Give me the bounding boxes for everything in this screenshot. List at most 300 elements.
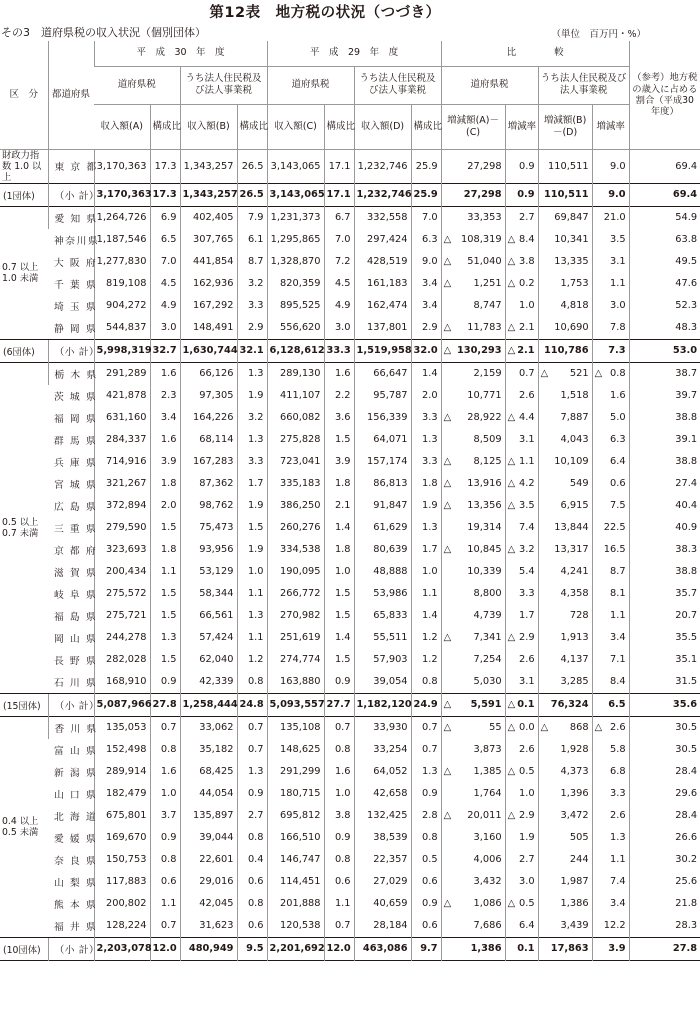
subtotal-cell: 3,143,065 <box>267 183 324 206</box>
table-cell: 55,511 <box>354 627 411 649</box>
subtotal-cell: 12.0 <box>150 937 180 960</box>
table-cell <box>592 716 629 739</box>
table-cell: 1.0 <box>237 561 267 583</box>
cell-value: 8.4 <box>518 234 535 246</box>
table-cell: 1.6 <box>150 429 180 451</box>
table-cell: 33,353 <box>441 206 505 229</box>
table-cell: 9.0 <box>411 251 441 273</box>
table-cell: 114,451 <box>267 871 324 893</box>
cell-value: 3.5 <box>518 500 535 512</box>
subtotal-cell: 1,630,744 <box>180 339 237 362</box>
table-cell: 97,305 <box>180 385 237 407</box>
table-cell: 270,982 <box>267 605 324 627</box>
table-row <box>0 871 700 893</box>
table-cell: 58,344 <box>180 583 237 605</box>
header-h29: 平 成 29 年 度 <box>267 41 441 66</box>
table-cell: 4,043 <box>538 429 592 451</box>
table-row <box>0 716 700 739</box>
table-cell: 4,818 <box>538 295 592 317</box>
table-cell: 274,774 <box>267 649 324 671</box>
table-cell: 3,170,363 <box>94 149 150 183</box>
table-cell: 8,800 <box>441 583 505 605</box>
prefecture-name: 岐 阜 県 <box>54 589 98 601</box>
header-share: 構成比 <box>411 104 441 149</box>
table-cell <box>441 229 505 251</box>
table-cell: 35,182 <box>180 739 237 761</box>
table-cell: 29.6 <box>629 783 700 805</box>
table-cell: 386,250 <box>267 495 324 517</box>
table-cell: 289,130 <box>267 362 324 385</box>
cell-value: 2.9 <box>518 810 535 822</box>
table-cell: 3.3 <box>505 583 538 605</box>
table-cell: 2.7 <box>505 849 538 871</box>
table-row <box>0 649 700 671</box>
table-cell: 19,314 <box>441 517 505 539</box>
table-cell: 6.8 <box>592 761 629 783</box>
table-cell: 2.2 <box>324 385 354 407</box>
table-cell: 1.3 <box>237 761 267 783</box>
table-cell: 2.7 <box>237 805 267 827</box>
subtotal-cell: 463,086 <box>354 937 411 960</box>
table-cell: 1.8 <box>411 473 441 495</box>
prefecture-name: 石 川 県 <box>54 677 98 689</box>
table-cell: 260,276 <box>267 517 324 539</box>
subtotal-cell: 33.3 <box>324 339 354 362</box>
table-cell: 49.5 <box>629 251 700 273</box>
table-cell: 0.9 <box>150 827 180 849</box>
negative-mark: △ <box>507 766 516 778</box>
table-cell <box>505 407 538 429</box>
table-cell: 7,686 <box>441 915 505 938</box>
cell-value: 2.1 <box>518 322 535 334</box>
table-cell: 284,337 <box>94 429 150 451</box>
negative-mark: △ <box>507 256 516 268</box>
table-cell: 0.7 <box>505 362 538 385</box>
table-cell: 2.8 <box>411 805 441 827</box>
subtotal-cell <box>441 693 505 716</box>
table-cell: 20.7 <box>629 605 700 627</box>
table-cell: 3.8 <box>324 805 354 827</box>
table-row <box>0 149 700 183</box>
table-cell: 8.4 <box>592 671 629 694</box>
table-cell: 3,160 <box>441 827 505 849</box>
subtotal-cell <box>441 339 505 362</box>
table-cell: 1.7 <box>505 605 538 627</box>
table-cell: 148,625 <box>267 739 324 761</box>
subtotal-cell: 5,087,966 <box>94 693 150 716</box>
table-cell: 8,747 <box>441 295 505 317</box>
table-cell <box>441 473 505 495</box>
group-label: 財政力指数 1.0 以上 <box>0 149 48 183</box>
table-cell: 35.1 <box>629 649 700 671</box>
group-label: 0.7 以上 1.0 未満 <box>0 206 48 339</box>
table-cell: 0.7 <box>324 915 354 938</box>
table-cell: 895,525 <box>267 295 324 317</box>
table-cell: 3.2 <box>237 273 267 295</box>
table-cell: 428,519 <box>354 251 411 273</box>
table-cell: 0.4 <box>237 849 267 871</box>
table-cell: 3.9 <box>150 451 180 473</box>
table-cell: 10,771 <box>441 385 505 407</box>
prefecture-name: 新 潟 県 <box>54 767 98 779</box>
table-cell: 68,114 <box>180 429 237 451</box>
table-cell: 1,386 <box>538 893 592 915</box>
table-cell: 1,764 <box>441 783 505 805</box>
table-cell: 1.1 <box>592 273 629 295</box>
table-cell: 3.4 <box>592 893 629 915</box>
table-cell: 25.6 <box>629 871 700 893</box>
table-cell: 3.7 <box>150 805 180 827</box>
cell-value: 1,086 <box>473 898 502 910</box>
table-cell <box>505 539 538 561</box>
header-comparison: 比 較 <box>441 41 629 66</box>
table-cell: 4,006 <box>441 849 505 871</box>
table-cell <box>441 539 505 561</box>
table-cell: 1.5 <box>324 605 354 627</box>
prefecture-name: 群 馬 県 <box>54 435 98 447</box>
table-cell: 1.2 <box>411 649 441 671</box>
prefecture-name: 香 川 県 <box>48 716 94 739</box>
table-cell: 28.3 <box>629 915 700 938</box>
table-cell: 1.3 <box>237 605 267 627</box>
cell-value: 1,385 <box>473 766 502 778</box>
table-cell: 3.3 <box>411 407 441 429</box>
table-cell: 1.9 <box>411 495 441 517</box>
table-cell: 33,930 <box>354 716 411 739</box>
table-cell: 7.5 <box>592 495 629 517</box>
negative-mark: △ <box>443 699 452 711</box>
table-cell: 2.6 <box>505 385 538 407</box>
table-cell: 1.0 <box>324 561 354 583</box>
negative-mark: △ <box>443 412 452 424</box>
negative-mark: △ <box>443 278 452 290</box>
table-cell: 1,913 <box>538 627 592 649</box>
table-row <box>0 915 700 938</box>
cell-value: 7,341 <box>473 632 502 644</box>
negative-mark: △ <box>507 699 516 711</box>
subtotal-cell: 69.4 <box>629 183 700 206</box>
table-cell <box>441 251 505 273</box>
table-cell <box>505 229 538 251</box>
table-cell: 31,623 <box>180 915 237 938</box>
table-cell: 1.3 <box>592 827 629 849</box>
table-cell: 1.0 <box>150 783 180 805</box>
table-cell: 1.1 <box>592 849 629 871</box>
table-cell: 1.9 <box>237 495 267 517</box>
subtotal-cell: 35.6 <box>629 693 700 716</box>
table-cell: 38.8 <box>629 407 700 429</box>
table-cell: 135,108 <box>267 716 324 739</box>
table-cell: 1.3 <box>237 429 267 451</box>
table-row <box>0 539 700 561</box>
table-cell <box>441 273 505 295</box>
table-cell: 27,029 <box>354 871 411 893</box>
subtotal-label: （小 計） <box>48 339 94 362</box>
table-row <box>0 561 700 583</box>
cell-value: 51,040 <box>467 256 502 268</box>
table-cell: 1.5 <box>324 583 354 605</box>
table-cell <box>538 716 592 739</box>
table-cell: 201,888 <box>267 893 324 915</box>
subtotal-cell: 1,343,257 <box>180 183 237 206</box>
table-cell: 3.0 <box>505 871 538 893</box>
group-count: (1団体) <box>0 183 48 206</box>
table-cell: 33,254 <box>354 739 411 761</box>
table-cell: 9.0 <box>592 149 629 183</box>
prefecture-name: 京 都 府 <box>54 545 98 557</box>
table-cell: 505 <box>538 827 592 849</box>
table-cell: 0.6 <box>324 871 354 893</box>
header-reference: （参考）地方税の歳入に占める割合（平成30年度） <box>629 41 700 149</box>
prefecture-name: 福 井 県 <box>54 921 98 933</box>
table-cell: 244,278 <box>94 627 150 649</box>
prefecture-name: 神奈川県 <box>54 235 100 247</box>
table-cell: 28.4 <box>629 761 700 783</box>
subtotal-row <box>0 937 700 960</box>
subtotal-cell: 6.5 <box>592 693 629 716</box>
negative-mark: △ <box>507 500 516 512</box>
header-revenue-d: 収入額(D) <box>354 104 411 149</box>
table-cell: 3.0 <box>150 317 180 340</box>
table-cell: 1.5 <box>150 583 180 605</box>
table-cell: 3.4 <box>411 295 441 317</box>
negative-mark: △ <box>443 898 452 910</box>
table-cell: 3,873 <box>441 739 505 761</box>
prefecture-name: 千 葉 県 <box>54 279 98 291</box>
negative-mark: △ <box>443 256 452 268</box>
table-cell: 1.1 <box>237 583 267 605</box>
table-cell: 275,828 <box>267 429 324 451</box>
table-cell: 2.0 <box>411 385 441 407</box>
negative-mark: △ <box>443 766 452 778</box>
table-cell: 93,956 <box>180 539 237 561</box>
header-share: 構成比 <box>324 104 354 149</box>
table-cell: 52.3 <box>629 295 700 317</box>
table-cell: 48,888 <box>354 561 411 583</box>
table-cell: 549 <box>538 473 592 495</box>
prefecture-name: 兵 庫 県 <box>54 457 98 469</box>
table-cell: 6.4 <box>592 451 629 473</box>
table-cell: 0.7 <box>237 739 267 761</box>
table-cell: 6.1 <box>237 229 267 251</box>
table-cell: 128,224 <box>94 915 150 938</box>
subtotal-cell: 17.3 <box>150 183 180 206</box>
cell-value: 0.0 <box>518 722 535 734</box>
table-cell: 251,619 <box>267 627 324 649</box>
table-row <box>0 362 700 385</box>
table-cell <box>505 495 538 517</box>
negative-mark: △ <box>443 456 452 468</box>
table-cell: 4,739 <box>441 605 505 627</box>
subtotal-cell: 1,182,120 <box>354 693 411 716</box>
subtotal-cell: 3,170,363 <box>94 183 150 206</box>
table-cell: 0.7 <box>411 739 441 761</box>
subtotal-row <box>0 339 700 362</box>
subtotal-row <box>0 183 700 206</box>
table-cell: 1.0 <box>505 295 538 317</box>
table-cell: 7.0 <box>411 206 441 229</box>
table-cell: 1,328,870 <box>267 251 324 273</box>
table-cell: 29,016 <box>180 871 237 893</box>
cell-value: 108,319 <box>461 234 502 246</box>
table-cell: 1,928 <box>538 739 592 761</box>
table-row <box>0 805 700 827</box>
header-prefectural-tax-cmp: 道府県税 <box>441 66 538 104</box>
cell-value: 868 <box>569 722 589 734</box>
table-cell: 1.0 <box>324 783 354 805</box>
table-cell: 161,183 <box>354 273 411 295</box>
table-cell: 820,359 <box>267 273 324 295</box>
cell-value: 5,591 <box>470 699 502 711</box>
table-cell: 6.5 <box>150 229 180 251</box>
table-cell: 6,915 <box>538 495 592 517</box>
group-label: 0.4 以上 0.5 未満 <box>0 716 48 937</box>
table-cell <box>505 893 538 915</box>
table-cell: 279,590 <box>94 517 150 539</box>
table-cell: 244 <box>538 849 592 871</box>
table-cell: 6.3 <box>592 429 629 451</box>
table-cell: 1.1 <box>324 893 354 915</box>
table-cell <box>505 627 538 649</box>
table-cell: 2.9 <box>237 317 267 340</box>
subtotal-cell: 7.3 <box>592 339 629 362</box>
table-cell: 402,405 <box>180 206 237 229</box>
header-rate: 増減率 <box>592 104 629 149</box>
table-cell: 1.1 <box>150 893 180 915</box>
table-subtitle: その3 道府県税の収入状況（個別団体） <box>1 26 206 39</box>
table-cell: 0.9 <box>411 783 441 805</box>
table-row <box>0 385 700 407</box>
table-cell: 289,914 <box>94 761 150 783</box>
subtotal-cell: 27.8 <box>629 937 700 960</box>
table-cell: 411,107 <box>267 385 324 407</box>
table-cell: 66,126 <box>180 362 237 385</box>
table-cell: 0.9 <box>150 671 180 694</box>
table-cell: 61,629 <box>354 517 411 539</box>
header-revenue-a: 収入額(A) <box>94 104 150 149</box>
cell-value: 521 <box>569 368 589 380</box>
negative-mark: △ <box>507 722 516 734</box>
table-cell: 68,425 <box>180 761 237 783</box>
table-row <box>0 407 700 429</box>
table-cell: 1.5 <box>324 649 354 671</box>
table-cell: 148,491 <box>180 317 237 340</box>
table-cell: 4,241 <box>538 561 592 583</box>
prefecture-name: 長 野 県 <box>54 655 98 667</box>
table-cell: 80,639 <box>354 539 411 561</box>
table-cell: 200,434 <box>94 561 150 583</box>
table-cell: 13,844 <box>538 517 592 539</box>
table-cell: 157,174 <box>354 451 411 473</box>
table-cell <box>505 805 538 827</box>
header-share: 構成比 <box>237 104 267 149</box>
table-cell: 135,053 <box>94 716 150 739</box>
table-cell: 0.6 <box>411 915 441 938</box>
table-cell: 1.2 <box>411 627 441 649</box>
negative-mark: △ <box>540 722 549 734</box>
table-cell: 39.7 <box>629 385 700 407</box>
table-cell: 146,747 <box>267 849 324 871</box>
unit-label: （単位 百万円・%） <box>551 29 646 40</box>
cell-value: 2.6 <box>609 722 626 734</box>
table-cell: 28,184 <box>354 915 411 938</box>
subtotal-cell <box>505 693 538 716</box>
negative-mark: △ <box>507 278 516 290</box>
subtotal-cell: 5,093,557 <box>267 693 324 716</box>
negative-mark: △ <box>443 810 452 822</box>
subtotal-cell: 32.0 <box>411 339 441 362</box>
subtotal-cell: 27.7 <box>324 693 354 716</box>
table-cell: 5.0 <box>592 407 629 429</box>
table-cell: 39,054 <box>354 671 411 694</box>
prefecture-name: 愛 知 県 <box>48 206 94 229</box>
table-cell: 25.9 <box>411 149 441 183</box>
subtotal-cell: 0.1 <box>505 937 538 960</box>
table-cell: 0.8 <box>150 849 180 871</box>
table-cell: 3.0 <box>592 295 629 317</box>
table-cell <box>441 761 505 783</box>
table-cell: 31.5 <box>629 671 700 694</box>
table-cell: 152,498 <box>94 739 150 761</box>
prefecture-name: 富 山 県 <box>54 745 98 757</box>
header-corp-tax-cmp: うち法人住民税及び法人事業税 <box>538 66 629 104</box>
table-cell: 4.9 <box>150 295 180 317</box>
table-cell: 13,335 <box>538 251 592 273</box>
table-cell: 54.9 <box>629 206 700 229</box>
table-cell <box>505 473 538 495</box>
prefecture-name: 愛 媛 県 <box>54 833 98 845</box>
table-cell: 1.1 <box>592 605 629 627</box>
table-cell: 1,343,257 <box>180 149 237 183</box>
subtotal-cell: 5,998,319 <box>94 339 150 362</box>
table-cell: 6.7 <box>324 206 354 229</box>
table-row <box>0 517 700 539</box>
table-cell: 3.4 <box>411 273 441 295</box>
table-cell: 1.9 <box>237 385 267 407</box>
table-cell: 3.3 <box>411 451 441 473</box>
table-cell: 0.8 <box>411 827 441 849</box>
table-cell: 2.3 <box>150 385 180 407</box>
cell-value: 3.2 <box>518 544 535 556</box>
subtotal-cell: 17,863 <box>538 937 592 960</box>
subtotal-cell: 24.8 <box>237 693 267 716</box>
cell-value: 130,293 <box>456 345 502 357</box>
table-cell: 168,910 <box>94 671 150 694</box>
prefecture-name: 福 島 県 <box>54 611 98 623</box>
table-cell: 2.6 <box>592 805 629 827</box>
table-cell: 0.8 <box>411 671 441 694</box>
table-row <box>0 473 700 495</box>
table-row <box>0 229 700 251</box>
table-row <box>0 295 700 317</box>
subtotal-cell: 26.5 <box>237 183 267 206</box>
table-cell: 4,373 <box>538 761 592 783</box>
subtotal-cell: 32.1 <box>237 339 267 362</box>
header-h30: 平 成 30 年 度 <box>94 41 267 66</box>
table-cell: 1,231,373 <box>267 206 324 229</box>
table-cell: 3.9 <box>324 451 354 473</box>
table-cell: 1.3 <box>411 429 441 451</box>
negative-mark: △ <box>594 722 603 734</box>
table-cell: 0.9 <box>324 827 354 849</box>
table-cell <box>441 805 505 827</box>
negative-mark: △ <box>507 632 516 644</box>
table-cell: 1.1 <box>237 627 267 649</box>
table-cell: 10,109 <box>538 451 592 473</box>
subtotal-cell: 3.9 <box>592 937 629 960</box>
negative-mark: △ <box>507 544 516 556</box>
table-cell: 282,028 <box>94 649 150 671</box>
